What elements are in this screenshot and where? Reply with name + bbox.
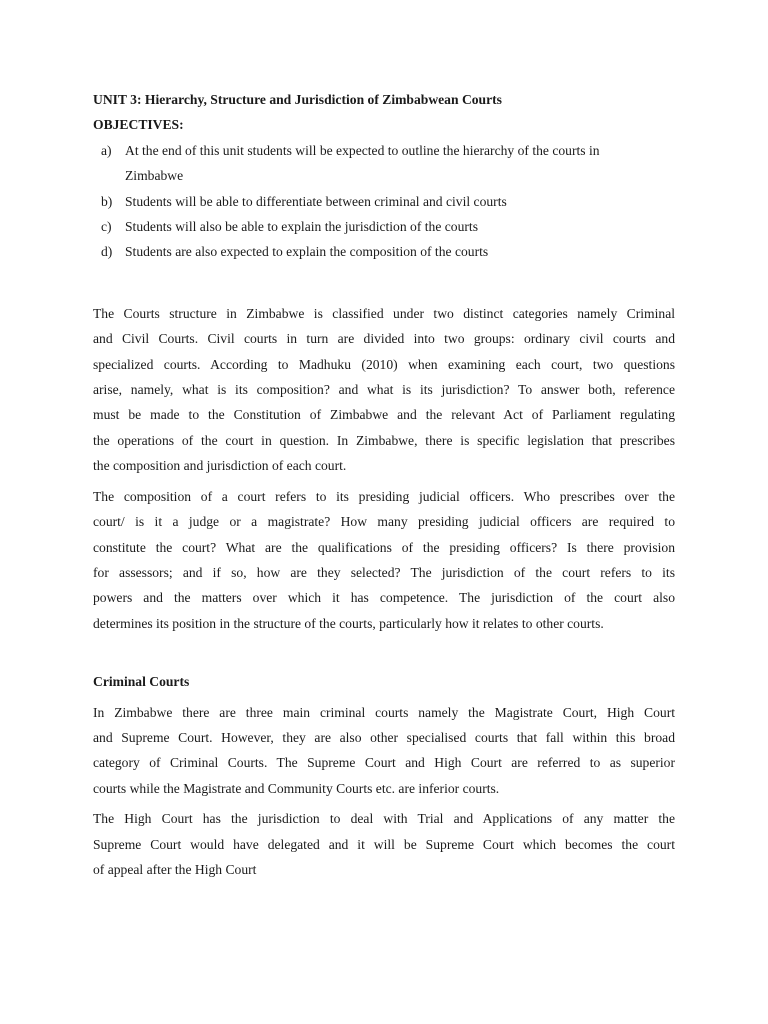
objective-marker: a) bbox=[101, 142, 112, 158]
paragraph-line: Supreme Court would have delegated and it will be Supreme Court which becomes the court bbox=[93, 836, 675, 852]
paragraph-line: specialized courts. According to Madhuku (2010) when examining each court, two questions bbox=[93, 356, 675, 372]
paragraph-line: category of Criminal Courts. The Supreme Court and High Court are referred to as superior bbox=[93, 755, 675, 771]
objective-item-c bbox=[93, 214, 675, 239]
objective-text: Students are also expected to explain the composition of the courts bbox=[125, 244, 489, 260]
objective-marker: b) bbox=[101, 193, 113, 209]
paragraph-line: and Supreme Court. However, they are also other specialised courts that fall within this broad bbox=[93, 729, 675, 745]
paragraph-line: for assessors; and if so, how are they selected? The jurisdiction of the court refers to its bbox=[93, 564, 675, 580]
paragraph-line: In Zimbabwe there are three main criminal courts namely the Magistrate Court, High Court bbox=[93, 704, 675, 720]
objective-text: Students will also be able to explain the jurisdiction of the courts bbox=[125, 219, 478, 235]
objective-text: At the end of this unit students will be expected to outline the hierarchy of the courts in bbox=[125, 142, 600, 158]
unit-title: UNIT 3: Hierarchy, Structure and Jurisdiction of Zimbabwean Courts bbox=[93, 92, 502, 107]
paragraph-line: constitute the court? What are the qualifications of the presiding officers? Is there provision bbox=[93, 539, 675, 555]
paragraph-line: of appeal after the High Court bbox=[93, 861, 257, 877]
paragraph-line: determines its position in the structure of the courts, particularly how it relates to other courts. bbox=[93, 615, 604, 631]
objectives-heading: OBJECTIVES: bbox=[93, 117, 184, 133]
objective-item-b bbox=[93, 189, 675, 214]
document-page bbox=[93, 87, 675, 882]
paragraph-line: the operations of the court in question. In Zimbabwe, there is specific legislation that prescribes bbox=[93, 432, 675, 448]
objective-text: Zimbabwe bbox=[125, 168, 184, 184]
objectives-list bbox=[93, 138, 675, 265]
paragraph-line: court/ is it a judge or a magistrate? How many presiding judicial officers are required to bbox=[93, 514, 675, 530]
paragraph-line: The composition of a court refers to its presiding judicial officers. Who prescribes over the bbox=[93, 488, 675, 504]
paragraph-high-court bbox=[93, 806, 675, 882]
objective-item-d bbox=[93, 239, 675, 264]
paragraph-line: The High Court has the jurisdiction to deal with Trial and Applications of any matter the bbox=[93, 811, 675, 827]
paragraph-courts-structure bbox=[93, 301, 675, 479]
objective-item-a bbox=[93, 138, 675, 189]
paragraph-line: powers and the matters over which it has competence. The jurisdiction of the court also bbox=[93, 590, 675, 606]
paragraph-line: arise, namely, what is its composition? and what is its jurisdiction? To answer both, reference bbox=[93, 382, 675, 398]
paragraph-line: The Courts structure in Zimbabwe is classified under two distinct categories namely Criminal bbox=[93, 305, 675, 321]
section-heading-criminal-courts: Criminal Courts bbox=[93, 674, 190, 690]
paragraph-line: must be made to the Constitution of Zimbabwe and the relevant Act of Parliament regulating bbox=[93, 407, 675, 423]
objective-text: Students will be able to differentiate between criminal and civil courts bbox=[125, 193, 507, 209]
paragraph-line: courts while the Magistrate and Community Courts etc. are inferior courts. bbox=[93, 780, 500, 796]
paragraph-line: the composition and jurisdiction of each court. bbox=[93, 458, 347, 474]
paragraph-criminal-courts bbox=[93, 700, 675, 802]
objective-marker: d) bbox=[101, 244, 113, 260]
paragraph-line: and Civil Courts. Civil courts in turn are divided into two groups: ordinary civil courts and bbox=[93, 331, 675, 347]
paragraph-composition bbox=[93, 484, 675, 636]
objective-marker: c) bbox=[101, 219, 112, 235]
